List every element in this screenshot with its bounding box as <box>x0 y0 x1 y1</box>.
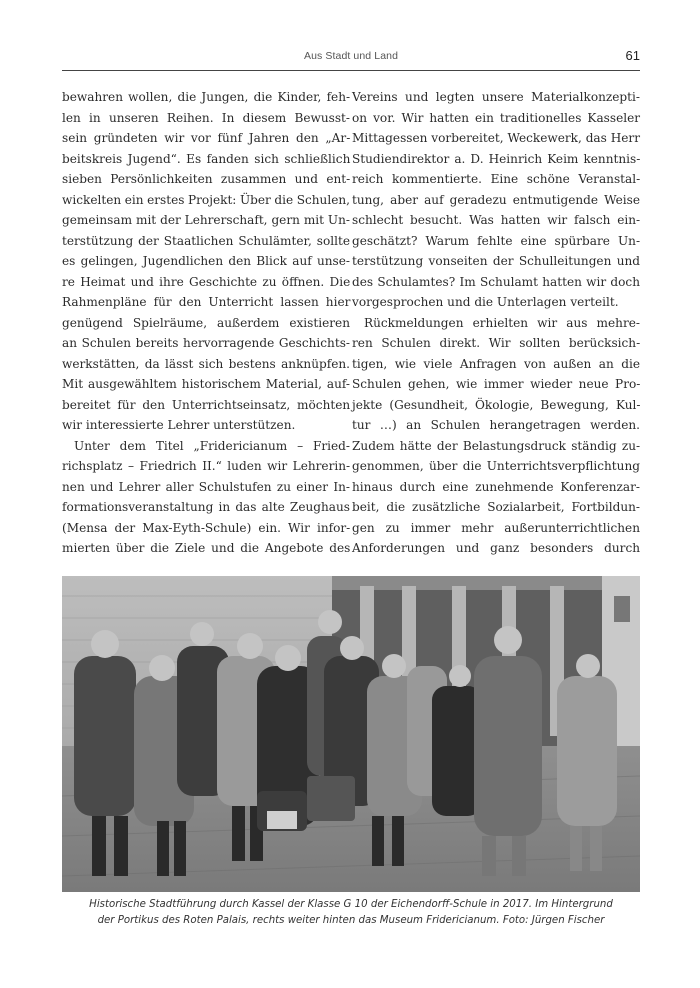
caption-line: der Portikus des Roten Palais, rechts weiter hinten das Museum Fridericianum. Foto: Jürgen Fischer <box>97 914 605 926</box>
text-column-right <box>352 87 640 559</box>
header-rule <box>62 70 640 71</box>
text-line: Vereins und legten unsere Materialkonzepti- <box>352 90 640 104</box>
text-line: terstützung der Staatlichen Schulämter, sollte <box>62 233 350 248</box>
text-line: bewahren wollen, die Jungen, die Kinder, feh- <box>62 90 351 104</box>
text-line: bereitet für den Unterrichtseinsatz, möchten <box>62 397 351 412</box>
text-line: des Schulamtes? Im Schulamt hatten wir doch <box>352 274 640 289</box>
text-line: nen und Lehrer aller Schulstufen zu einer In- <box>62 479 350 494</box>
text-line: an Schulen bereits hervorragende Geschichts- <box>62 336 350 350</box>
text-line: gen zu immer mehr außerunterrichtlichen <box>352 520 640 535</box>
handbag <box>307 776 355 821</box>
text-line: genommen, über die Unterrichtsverpflichtung <box>352 459 640 473</box>
text-line: (Mensa der Max-Eyth-Schule) ein. Wir infor- <box>62 520 351 535</box>
text-line: Rahmenpläne für den Unterricht lassen hier <box>62 295 351 309</box>
text-line: hinaus durch eine zunehmende Konferenzar- <box>352 479 640 494</box>
text-line: tigen, wie viele Anfragen von außen an die <box>352 356 640 371</box>
text-line: wickelten ein erstes Projekt: Über die Schulen, <box>62 192 350 207</box>
text-line: re Heimat und ihre Geschichte zu öffnen. Die <box>62 274 351 289</box>
text-column-left <box>62 87 350 559</box>
text-line: schlecht besucht. Was hatten wir falsch ein- <box>352 213 641 227</box>
text-line: mierten über die Ziele und die Angebote des <box>62 541 351 555</box>
text-line: werkstätten, da lässt sich bestens anknüpfen. <box>62 356 350 371</box>
text-line: len in unseren Reihen. In diesem Bewusst- <box>62 110 350 125</box>
photo-illustration <box>62 576 640 892</box>
text-line: richsplatz – Friedrich II.“ luden wir Lehrerin- <box>62 459 351 473</box>
text-line: gemeinsam mit der Lehrerschaft, gern mit Un- <box>62 213 350 227</box>
text-line: wir interessierte Lehrer unterstützen. <box>62 418 296 432</box>
text-line: Mittagessen vorbereitet, Weckewerk, das Herr <box>352 131 640 145</box>
text-line: sieben Persönlichkeiten zusammen und ent- <box>62 172 351 186</box>
text-line: geschätzt? Warum fehlte eine spürbare Un- <box>352 233 641 248</box>
text-line: ren Schulen direkt. Wir sollten berücksich- <box>352 336 641 350</box>
text-line: beit, die zusätzliche Sozialarbeit, Fortbildun- <box>352 500 640 514</box>
text-line: reich kommentierte. Eine schöne Veranstal- <box>352 172 641 186</box>
text-line: es gelingen, Jugendlichen den Blick auf unse- <box>62 254 350 268</box>
photo-caption <box>62 897 640 928</box>
text-line: tung, aber auf geradezu entmutigende Weise <box>352 192 640 207</box>
text-line: terstützung vonseiten der Schulleitungen und <box>352 254 641 268</box>
text-line: formationsveranstaltung in das alte Zeughaus <box>62 500 350 514</box>
text-line: Studiendirektor a. D. Heinrich Keim kenntnis- <box>352 151 641 166</box>
text-line: Schulen gehen, wie immer wieder neue Pro- <box>352 377 641 391</box>
text-line: Unter dem Titel „Fridericianum – Fried- <box>74 438 351 453</box>
text-line: genügend Spielräume, außerdem existieren <box>62 315 350 330</box>
text-line: Mit ausgewähltem historischem Material, auf- <box>62 377 350 391</box>
text-line: vorgesprochen und die Unterlagen verteilt. <box>352 295 619 309</box>
text-line: tur …) an Schulen herangetragen werden. <box>352 418 640 432</box>
text-line: jekte (Gesundheit, Ökologie, Bewegung, Kul- <box>352 397 641 412</box>
text-line: sein gründeten wir vor fünf Jahren den „Ar- <box>62 131 351 145</box>
text-line: Zudem hätte der Belastungsdruck ständig zu- <box>352 438 641 453</box>
running-title: Aus Stadt und Land <box>303 50 399 62</box>
group-photo <box>62 576 640 892</box>
text-line: Rückmeldungen erhielten wir aus mehre- <box>364 315 640 330</box>
page-number: 61 <box>625 48 640 63</box>
caption-line: Historische Stadtführung durch Kassel der Klasse G 10 der Eichendorff-Schule in 2017. Im Hintergrund <box>89 899 613 910</box>
text-line: beitskreis Jugend“. Es fanden sich schließlich <box>62 151 351 166</box>
text-line: on vor. Wir hatten ein traditionelles Kasseler <box>352 110 641 125</box>
running-head <box>62 48 640 70</box>
text-line: Anforderungen und ganz besonders durch <box>352 541 640 555</box>
